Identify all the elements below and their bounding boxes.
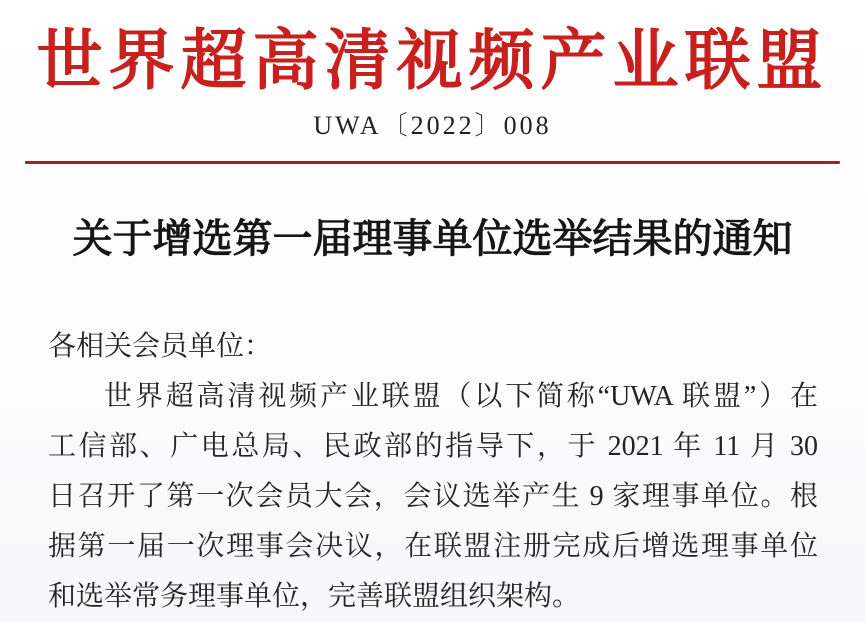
notice-body [48,322,818,622]
body-line: 世界超高清视频产业联盟（以下简称“UWA 联盟”）在 [104,380,818,412]
organization-title: 世界超高清视频产业联盟 [36,25,829,98]
notice-title: 关于增选第一届理事单位选举结果的通知 [72,216,793,261]
body-line: 据第一届一次理事会决议，在联盟注册完成后增选理事单位 [48,530,818,562]
salutation-line: 各相关会员单位： [48,330,273,362]
body-line: 日召开了第一次会员大会，会议选举产生 9 家理事单位。根 [48,480,818,512]
document-number: UWA〔2022〕008 [313,110,552,140]
body-line: 工信部、广电总局、民政部的指导下，于 2021 年 11 月 30 [48,430,818,462]
red-divider-rule [25,161,840,164]
letterhead [0,0,865,164]
body-line: 和选举常务理事单位，完善联盟组织架构。 [48,580,581,612]
